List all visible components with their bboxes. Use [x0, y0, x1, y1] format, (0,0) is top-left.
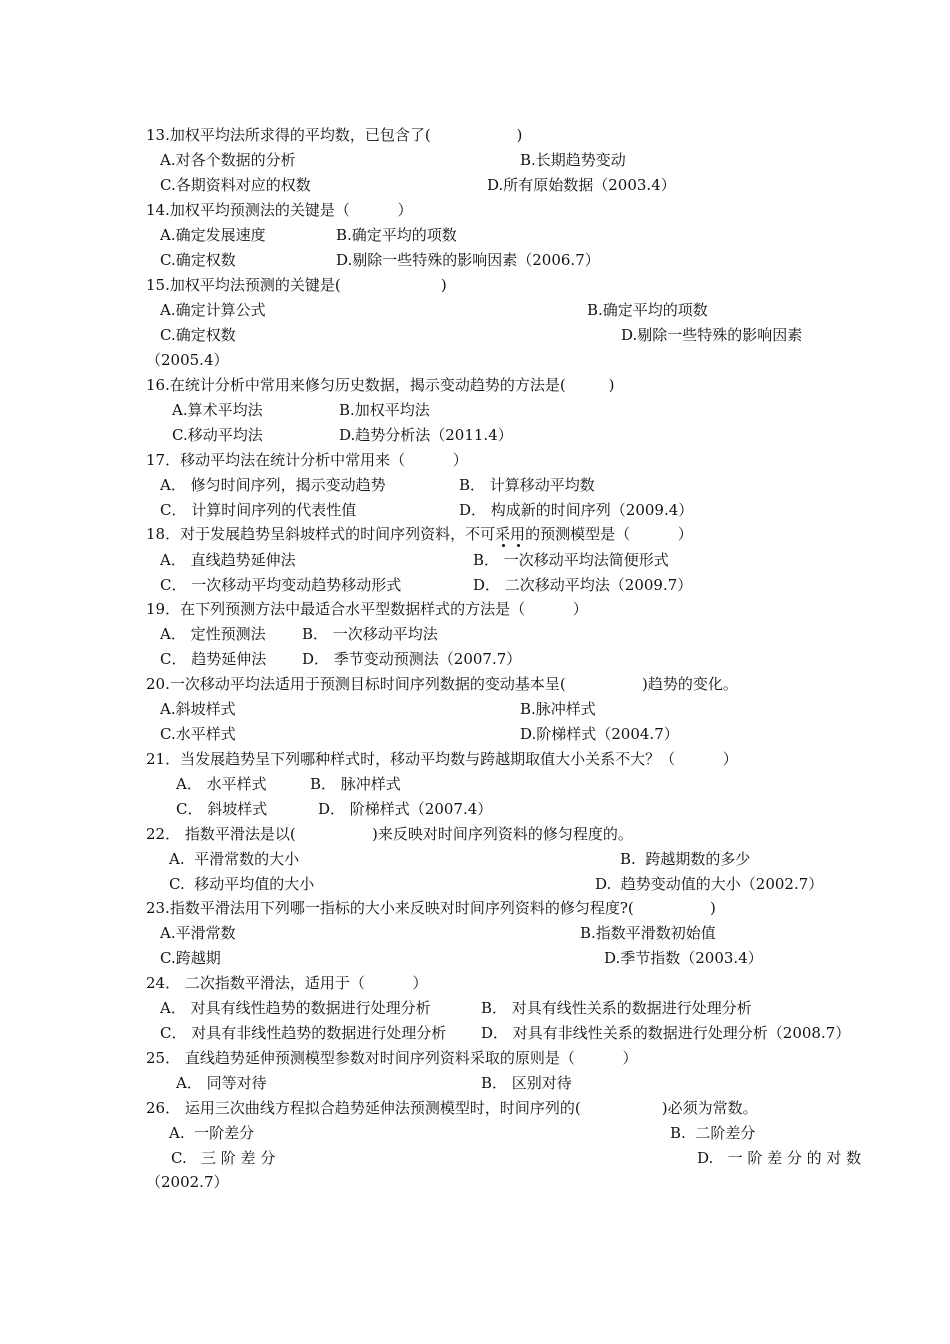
question-22-option-d: D. 趋势变动值的大小（2002.7） — [595, 875, 824, 893]
question-15-date: （2005.4） — [146, 351, 229, 369]
question-15-option-b: B.确定平均的项数 — [587, 301, 708, 319]
question-13-option-b: B.长期趋势变动 — [520, 151, 626, 169]
question-21-option-b: B． 脉冲样式 — [310, 775, 401, 793]
question-13-option-d: D.所有原始数据（2003.4） — [487, 176, 676, 194]
question-26-stem: 26． 运用三次曲线方程拟合趋势延伸法预测模型时，时间序列的( )必须为常数。 — [146, 1099, 758, 1117]
question-22-option-c: C. 移动平均值的大小 — [169, 875, 315, 893]
question-18-option-d: D． 二次移动平均法（2009.7） — [473, 576, 693, 594]
question-24-option-a: A． 对具有线性趋势的数据进行处理分析 — [160, 999, 431, 1017]
question-20-option-c: C.水平样式 — [160, 725, 236, 743]
question-19-option-c: C． 趋势延伸法 — [160, 650, 267, 668]
question-24-stem: 24． 二次指数平滑法，适用于（ ） — [146, 974, 428, 992]
question-23-option-c: C.跨越期 — [160, 949, 221, 967]
question-16-option-d: D.趋势分析法（2011.4） — [339, 426, 513, 444]
question-14-option-d: D.剔除一些特殊的影响因素（2006.7） — [336, 251, 600, 269]
question-16-option-b: B.加权平均法 — [339, 401, 430, 419]
question-24-option-c: C． 对具有非线性趋势的数据进行处理分析 — [160, 1024, 447, 1042]
question-25-option-b: B． 区别对待 — [481, 1074, 572, 1092]
question-15-stem: 15.加权平均法预测的关键是( ) — [146, 276, 447, 294]
question-15-option-c: C.确定权数 — [160, 326, 236, 344]
question-21-option-c: C． 斜坡样式 — [176, 800, 268, 818]
question-21-option-a: A． 水平样式 — [176, 775, 267, 793]
emphasis-dot — [517, 544, 520, 547]
question-25-option-a: A． 同等对待 — [176, 1074, 267, 1092]
question-22-option-a: A. 平滑常数的大小 — [169, 850, 300, 868]
question-18-option-a: A． 直线趋势延伸法 — [160, 551, 296, 569]
question-14-option-a: A.确定发展速度 — [160, 226, 266, 244]
question-16-option-c: C.移动平均法 — [172, 426, 263, 444]
question-13-option-c: C.各期资料对应的权数 — [160, 176, 311, 194]
question-20-option-d: D.阶梯样式（2004.7） — [520, 725, 679, 743]
question-18-option-c: C． 一次移动平均变动趋势移动形式 — [160, 576, 402, 594]
question-19-stem: 19．在下列预测方法中最适合水平型数据样式的方法是（ ） — [146, 600, 588, 618]
question-23-option-a: A.平滑常数 — [160, 924, 236, 942]
question-24-option-d: D． 对具有非线性关系的数据进行处理分析（2008.7） — [481, 1024, 851, 1042]
question-18-option-b: B． 一次移动平均法简便形式 — [473, 551, 669, 569]
question-16-stem: 16.在统计分析中常用来修匀历史数据，揭示变动趋势的方法是( ) — [146, 376, 615, 394]
question-20-option-b: B.脉冲样式 — [520, 700, 596, 718]
question-15-option-d: D.剔除一些特殊的影响因素 — [621, 326, 803, 344]
question-14-stem: 14.加权平均预测法的关键是（ ） — [146, 201, 413, 219]
question-19-option-a: A． 定性预测法 — [160, 625, 266, 643]
question-17-option-d: D． 构成新的时间序列（2009.4） — [459, 501, 694, 519]
question-17-option-a: A． 修匀时间序列，揭示变动趋势 — [160, 476, 386, 494]
question-13-option-a: A.对各个数据的分析 — [160, 151, 296, 169]
question-26-option-b: B. 二阶差分 — [670, 1124, 756, 1142]
question-21-option-d: D． 阶梯样式（2007.4） — [318, 800, 493, 818]
question-26-date: （2002.7） — [146, 1173, 229, 1191]
question-15-option-a: A.确定计算公式 — [160, 301, 266, 319]
question-20-option-a: A.斜坡样式 — [160, 700, 236, 718]
question-26-option-a: A. 一阶差分 — [169, 1124, 255, 1142]
question-23-option-b: B.指数平滑数初始值 — [580, 924, 716, 942]
emphasis-dot — [502, 544, 505, 547]
question-14-option-c: C.确定权数 — [160, 251, 236, 269]
question-26-option-c: C. 三 阶 差 分 — [171, 1149, 276, 1167]
question-18-stem: 18．对于发展趋势呈斜坡样式的时间序列资料，不可采用的预测模型是（ ） — [146, 525, 693, 543]
question-19-option-b: B． 一次移动平均法 — [302, 625, 438, 643]
question-26-option-d: D. 一 阶 差 分 的 对 数 — [697, 1149, 862, 1167]
question-17-stem: 17．移动平均法在统计分析中常用来（ ） — [146, 451, 468, 469]
question-17-option-b: B． 计算移动平均数 — [459, 476, 595, 494]
question-17-option-c: C． 计算时间序列的代表性值 — [160, 501, 357, 519]
question-22-option-b: B. 跨越期数的多少 — [620, 850, 751, 868]
question-25-stem: 25． 直线趋势延伸预测模型参数对时间序列资料采取的原则是（ ） — [146, 1049, 638, 1067]
question-24-option-b: B． 对具有线性关系的数据进行处理分析 — [481, 999, 752, 1017]
question-20-stem: 20.一次移动平均法适用于预测目标时间序列数据的变动基本呈( )趋势的变化。 — [146, 675, 738, 693]
question-14-option-b: B.确定平均的项数 — [336, 226, 457, 244]
question-13-stem: 13.加权平均法所求得的平均数，已包含了( ) — [146, 126, 523, 144]
question-16-option-a: A.算术平均法 — [172, 401, 263, 419]
question-19-option-d: D． 季节变动预测法（2007.7） — [302, 650, 522, 668]
question-22-stem: 22． 指数平滑法是以( )来反映对时间序列资料的修匀程度的。 — [146, 825, 633, 843]
question-23-option-d: D.季节指数（2003.4） — [604, 949, 763, 967]
question-21-stem: 21．当发展趋势呈下列哪种样式时，移动平均数与跨越期取值大小关系不大？（ ） — [146, 750, 738, 768]
question-23-stem: 23.指数平滑法用下列哪一指标的大小来反映对时间序列资料的修匀程度?( ) — [146, 899, 716, 917]
